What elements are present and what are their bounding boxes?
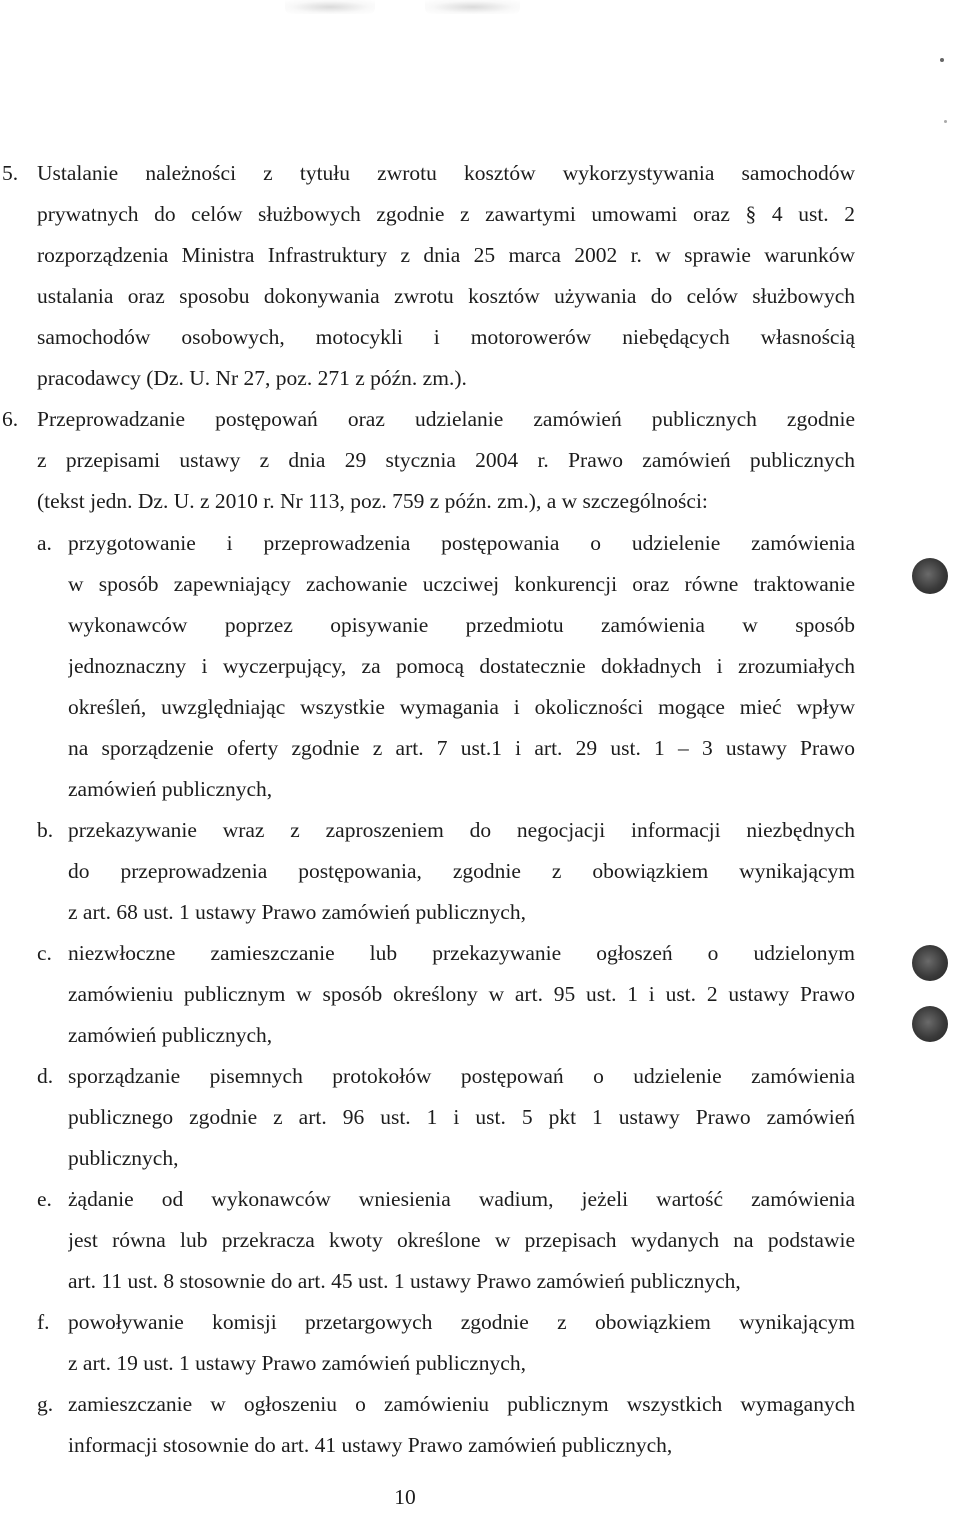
scan-dot	[940, 58, 944, 62]
text-line: z przepisami ustawy z dnia 29 stycznia 2004 r. Prawo zamówień publicznych	[37, 448, 855, 472]
text-line: prywatnych do celów służbowych zgodnie z zawartymi umowami oraz § 4 ust. 2	[37, 202, 855, 226]
text-line: do przeprowadzenia postępowania, zgodnie z obowiązkiem wynikającym	[68, 859, 855, 883]
sub-item-letter: g.	[37, 1392, 54, 1416]
text-line: art. 11 ust. 8 stosownie do art. 45 ust. 1 ustawy Prawo zamówień publicznych,	[68, 1269, 741, 1293]
text-line: publicznych,	[68, 1146, 179, 1170]
text-line: wykonawców poprzez opisywanie przedmiotu zamówienia w sposób	[68, 613, 855, 637]
text-line: sporządzanie pisemnych protokołów postępowań o udzielenie zamówienia	[68, 1064, 855, 1088]
text-line: zamieszczanie w ogłoszeniu o zamówieniu publicznym wszystkich wymaganych	[68, 1392, 855, 1416]
sub-item-letter: b.	[37, 818, 54, 842]
scan-smudge	[285, 0, 375, 14]
punch-hole	[912, 945, 948, 981]
text-line: w sposób zapewniający zachowanie uczciwej konkurencji oraz równe traktowanie	[68, 572, 855, 596]
punch-hole	[912, 558, 948, 594]
text-line: Przeprowadzanie postępowań oraz udzielanie zamówień publicznych zgodnie	[37, 407, 855, 431]
scan-smudge	[425, 0, 520, 14]
text-line: niezwłoczne zamieszczanie lub przekazywanie ogłoszeń o udzielonym	[68, 941, 855, 965]
text-line: powoływanie komisji przetargowych zgodnie z obowiązkiem wynikającym	[68, 1310, 855, 1334]
text-line: zamówieniu publicznym w sposób określony w art. 95 ust. 1 i ust. 2 ustawy Prawo	[68, 982, 855, 1006]
text-line: ustalania oraz sposobu dokonywania zwrotu kosztów używania do celów służbowych	[37, 284, 855, 308]
text-line: pracodawcy (Dz. U. Nr 27, poz. 271 z późn. zm.).	[37, 366, 467, 390]
text-line: jest równa lub przekracza kwoty określone w przepisach wydanych na podstawie	[68, 1228, 855, 1252]
page-number: 10	[394, 1485, 416, 1509]
text-line: określeń, uwzględniając wszystkie wymagania i okoliczności mogące mieć wpływ	[68, 695, 855, 719]
punch-hole	[912, 1006, 948, 1042]
text-line: (tekst jedn. Dz. U. z 2010 r. Nr 113, poz. 759 z późn. zm.), a w szczególności:	[37, 489, 708, 513]
scan-dot	[944, 120, 947, 123]
text-line: rozporządzenia Ministra Infrastruktury z dnia 25 marca 2002 r. w sprawie warunków	[37, 243, 855, 267]
text-line: przekazywanie wraz z zaproszeniem do negocjacji informacji niezbędnych	[68, 818, 855, 842]
list-item-number: 6.	[2, 407, 19, 431]
text-line: z art. 68 ust. 1 ustawy Prawo zamówień publicznych,	[68, 900, 526, 924]
text-line: Ustalanie należności z tytułu zwrotu kosztów wykorzystywania samochodów	[37, 161, 855, 185]
sub-item-letter: f.	[37, 1310, 50, 1334]
list-item-number: 5.	[2, 161, 19, 185]
text-line: zamówień publicznych,	[68, 1023, 273, 1047]
text-line: jednoznaczny i wyczerpujący, za pomocą dostatecznie dokładnych i zrozumiałych	[68, 654, 855, 678]
text-line: na sporządzenie oferty zgodnie z art. 7 ust.1 i art. 29 ust. 1 – 3 ustawy Prawo	[68, 736, 855, 760]
text-line: żądanie od wykonawców wniesienia wadium, jeżeli wartość zamówienia	[68, 1187, 855, 1211]
text-line: informacji stosownie do art. 41 ustawy Prawo zamówień publicznych,	[68, 1433, 673, 1457]
sub-item-letter: d.	[37, 1064, 54, 1088]
text-line: publicznego zgodnie z art. 96 ust. 1 i ust. 5 pkt 1 ustawy Prawo zamówień	[68, 1105, 855, 1129]
text-line: samochodów osobowych, motocykli i motorowerów niebędących własnością	[37, 325, 855, 349]
text-line: zamówień publicznych,	[68, 777, 273, 801]
sub-item-letter: c.	[37, 941, 52, 965]
sub-item-letter: e.	[37, 1187, 52, 1211]
sub-item-letter: a.	[37, 531, 52, 555]
text-line: z art. 19 ust. 1 ustawy Prawo zamówień publicznych,	[68, 1351, 526, 1375]
text-line: przygotowanie i przeprowadzenia postępowania o udzielenie zamówienia	[68, 531, 855, 555]
